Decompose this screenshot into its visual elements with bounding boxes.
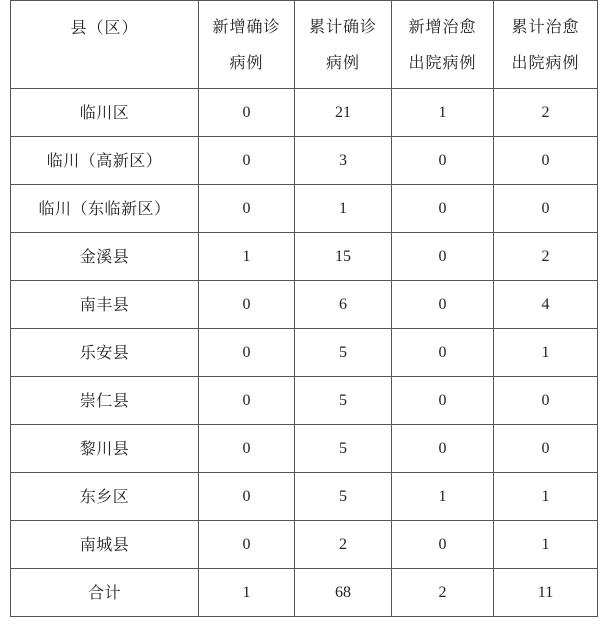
total-confirmed-cell: 5 [295, 377, 392, 425]
new-cured-cell: 0 [392, 233, 494, 281]
covid-cases-table [10, 0, 598, 617]
new-cured-cell: 0 [392, 137, 494, 185]
region-cell: 黎川县 [11, 425, 199, 473]
table-total-row [11, 569, 598, 617]
table-row [11, 137, 598, 185]
total-total-cured-cell: 11 [494, 569, 598, 617]
new-confirmed-cell: 0 [199, 425, 295, 473]
header-region [11, 1, 199, 89]
total-cured-cell: 0 [494, 137, 598, 185]
total-confirmed-cell: 2 [295, 521, 392, 569]
header-total-cured [494, 1, 598, 89]
total-cured-cell: 1 [494, 521, 598, 569]
region-cell: 金溪县 [11, 233, 199, 281]
new-cured-cell: 1 [392, 473, 494, 521]
table-row [11, 233, 598, 281]
table-row [11, 377, 598, 425]
total-cured-cell: 1 [494, 473, 598, 521]
region-cell: 临川（东临新区） [11, 185, 199, 233]
total-cured-cell: 0 [494, 425, 598, 473]
new-confirmed-cell: 0 [199, 137, 295, 185]
header-new-confirmed [199, 1, 295, 89]
new-confirmed-cell: 0 [199, 377, 295, 425]
new-confirmed-cell: 0 [199, 89, 295, 137]
header-new-cured [392, 1, 494, 89]
region-cell: 临川区 [11, 89, 199, 137]
table-row [11, 521, 598, 569]
region-cell: 南丰县 [11, 281, 199, 329]
total-confirmed-cell: 1 [295, 185, 392, 233]
new-confirmed-cell: 0 [199, 473, 295, 521]
total-cured-cell: 2 [494, 89, 598, 137]
region-cell: 东乡区 [11, 473, 199, 521]
total-cured-cell: 4 [494, 281, 598, 329]
table-row [11, 473, 598, 521]
header-new-cured-line-2: 出院病例 [408, 52, 477, 72]
total-new-cured-cell: 2 [392, 569, 494, 617]
region-cell: 临川（高新区） [11, 137, 199, 185]
table-row [11, 89, 598, 137]
new-cured-cell: 0 [392, 329, 494, 377]
total-new-confirmed-cell: 1 [199, 569, 295, 617]
header-region-line: 县（区） [70, 18, 139, 37]
new-cured-cell: 0 [392, 521, 494, 569]
region-cell: 崇仁县 [11, 377, 199, 425]
new-confirmed-cell: 1 [199, 233, 295, 281]
header-new-cured-line-1: 新增治愈 [408, 16, 477, 36]
header-total-confirmed-line-2: 病例 [325, 52, 360, 72]
total-cured-cell: 1 [494, 329, 598, 377]
new-cured-cell: 1 [392, 89, 494, 137]
new-cured-cell: 0 [392, 185, 494, 233]
header-total-cured-line-2: 出院病例 [511, 52, 580, 72]
total-label-cell: 合计 [11, 569, 199, 617]
total-confirmed-cell: 5 [295, 473, 392, 521]
table-row [11, 329, 598, 377]
table-row [11, 281, 598, 329]
header-new-confirmed-line-2: 病例 [229, 52, 264, 72]
total-confirmed-cell: 5 [295, 425, 392, 473]
new-confirmed-cell: 0 [199, 281, 295, 329]
new-cured-cell: 0 [392, 281, 494, 329]
header-total-cured-line-1: 累计治愈 [511, 16, 580, 36]
new-cured-cell: 0 [392, 425, 494, 473]
table-row [11, 425, 598, 473]
table-header [11, 1, 598, 89]
header-total-confirmed [295, 1, 392, 89]
total-total-confirmed-cell: 68 [295, 569, 392, 617]
total-confirmed-cell: 15 [295, 233, 392, 281]
new-confirmed-cell: 0 [199, 329, 295, 377]
table-body [11, 89, 598, 617]
table-row [11, 185, 598, 233]
total-cured-cell: 0 [494, 377, 598, 425]
total-cured-cell: 2 [494, 233, 598, 281]
header-row [11, 1, 598, 89]
header-total-confirmed-line-1: 累计确诊 [308, 16, 377, 36]
total-confirmed-cell: 6 [295, 281, 392, 329]
header-new-confirmed-line-1: 新增确诊 [212, 16, 281, 36]
new-cured-cell: 0 [392, 377, 494, 425]
region-cell: 乐安县 [11, 329, 199, 377]
new-confirmed-cell: 0 [199, 521, 295, 569]
region-cell: 南城县 [11, 521, 199, 569]
total-cured-cell: 0 [494, 185, 598, 233]
total-confirmed-cell: 5 [295, 329, 392, 377]
new-confirmed-cell: 0 [199, 185, 295, 233]
total-confirmed-cell: 21 [295, 89, 392, 137]
total-confirmed-cell: 3 [295, 137, 392, 185]
